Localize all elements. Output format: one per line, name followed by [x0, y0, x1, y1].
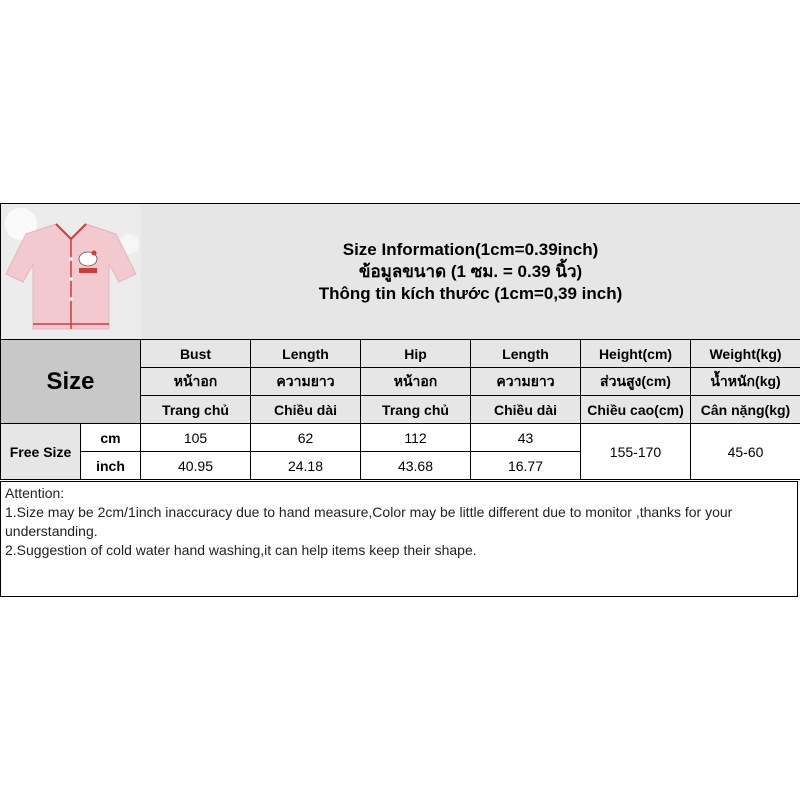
size-chart [0, 203, 800, 598]
col-hip-vi: Trang chủ [361, 396, 471, 424]
attention-notes [0, 481, 798, 597]
col-length-vi: Chiều dài [251, 396, 361, 424]
col-bust-en: Bust [141, 340, 251, 368]
title-vietnamese: Thông tin kích thước (1cm=0,39 inch) [318, 283, 623, 303]
inch-bust: 40.95 [141, 452, 251, 480]
col-height-th: ส่วนสูง(cm) [581, 368, 691, 396]
height-range: 155-170 [581, 424, 691, 480]
col-hip-th: หน้าอก [361, 368, 471, 396]
cm-hip: 112 [361, 424, 471, 452]
inch-length: 24.18 [251, 452, 361, 480]
unit-inch: inch [81, 452, 141, 480]
notes-line-2: 2.Suggestion of cold water hand washing,it can help items keep their shape. [5, 542, 477, 558]
cm-length2: 43 [471, 424, 581, 452]
title-english: Size Information(1cm=0.39inch) [342, 239, 599, 259]
cm-bust: 105 [141, 424, 251, 452]
inch-length2: 16.77 [471, 452, 581, 480]
col-bust-vi: Trang chủ [141, 396, 251, 424]
notes-line-1: 1.Size may be 2cm/1inch inaccuracy due to hand measure,Color may be little different due to monitor ,thanks for your understanding. [5, 504, 733, 539]
col-weight-th: น้ำหนัก(kg) [691, 368, 800, 396]
col-hip-en: Hip [361, 340, 471, 368]
title-thai: ข้อมูลขนาด (1 ซม. = 0.39 นิ้ว) [358, 261, 583, 281]
pink-pajama-shirt-photo [1, 204, 141, 339]
product-photo [1, 204, 141, 340]
notes-heading: Attention: [5, 485, 65, 501]
col-weight-en: Weight(kg) [691, 340, 800, 368]
free-size-label: Free Size [1, 424, 81, 480]
col-height-vi: Chiều cao(cm) [581, 396, 691, 424]
unit-cm: cm [81, 424, 141, 452]
size-label: Size [1, 340, 141, 424]
size-info-title [141, 204, 800, 340]
col-length-th: ความยาว [251, 368, 361, 396]
col-length-en: Length [251, 340, 361, 368]
size-table [0, 203, 800, 480]
col-height-en: Height(cm) [581, 340, 691, 368]
col-length2-en: Length [471, 340, 581, 368]
col-weight-vi: Cân nặng(kg) [691, 396, 800, 424]
col-length2-th: ความยาว [471, 368, 581, 396]
weight-range: 45-60 [691, 424, 800, 480]
cm-length: 62 [251, 424, 361, 452]
col-length2-vi: Chiều dài [471, 396, 581, 424]
inch-hip: 43.68 [361, 452, 471, 480]
col-bust-th: หน้าอก [141, 368, 251, 396]
